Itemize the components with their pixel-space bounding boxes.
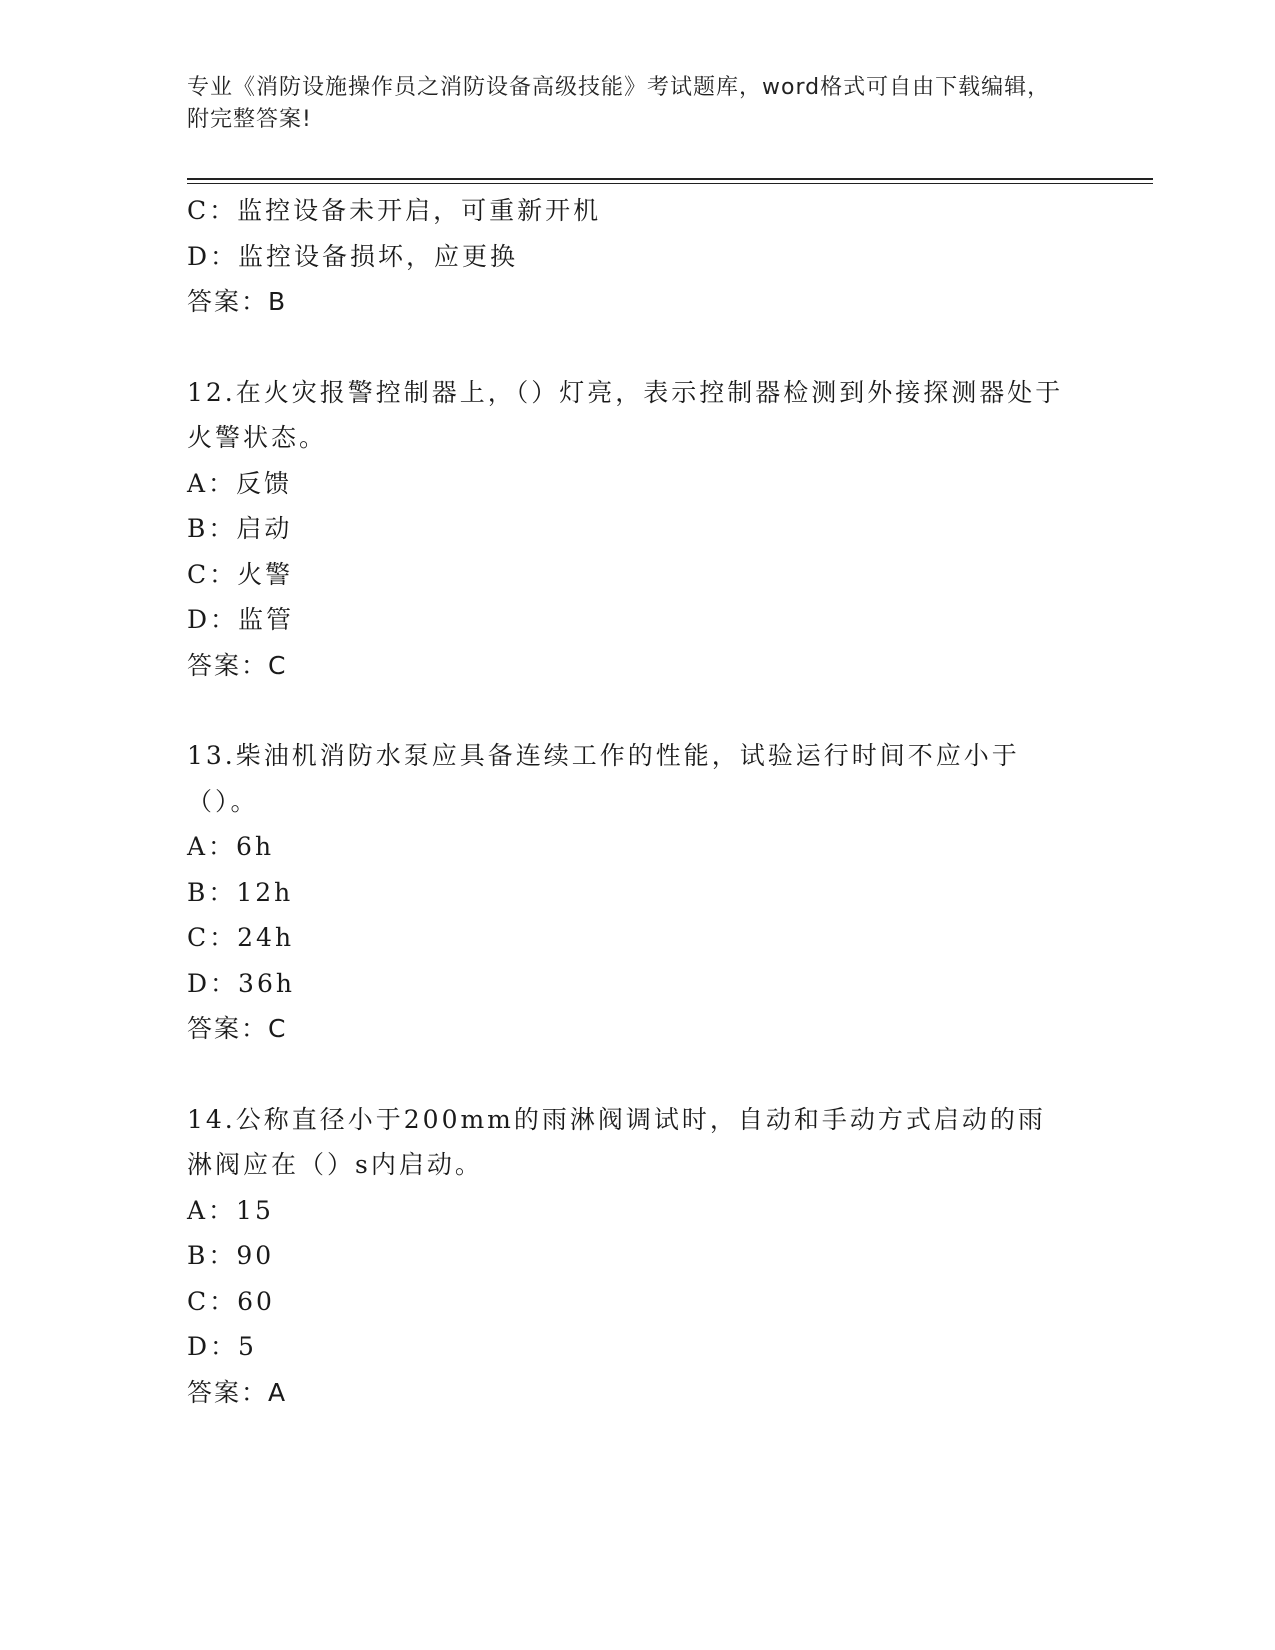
- option-b: B：12h: [187, 877, 294, 907]
- continued-question: [187, 188, 1087, 325]
- question-stem: 12.在火灾报警控制器上，（）灯亮，表示控制器检测到外接探测器处于火警状态。: [187, 377, 1064, 452]
- question-stem: 13.柴油机消防水泵应具备连续工作的性能，试验运行时间不应小于（）。: [187, 741, 1020, 816]
- answer-line: 答案：C: [187, 1014, 288, 1043]
- option-a: A：反馈: [187, 468, 293, 498]
- option-d: D：5: [187, 1332, 257, 1361]
- question-14: [187, 1097, 1087, 1416]
- spacer: [187, 688, 1087, 733]
- question-content: [187, 188, 1087, 1415]
- option-a: A：15: [187, 1195, 274, 1225]
- option-d: D：36h: [187, 968, 295, 998]
- question-stem: 14.公称直径小于200mm的雨淋阀调试时，自动和手动方式启动的雨淋阀应在（）s内启动。: [187, 1104, 1046, 1179]
- option-c: C：24h: [187, 923, 295, 952]
- option-d: D：监管: [187, 605, 295, 634]
- header-divider-thin: [187, 183, 1153, 184]
- answer-line: 答案：A: [187, 1377, 288, 1407]
- option-c: C：火警: [187, 559, 294, 589]
- spacer: [187, 325, 1087, 370]
- option-c: C：60: [187, 1286, 275, 1316]
- answer-line: 答案：C: [187, 650, 288, 680]
- document-header: 专业《消防设施操作员之消防设备高级技能》考试题库，word格式可自由下载编辑，附完整答案!: [187, 75, 1051, 132]
- header-divider-thick: [187, 178, 1153, 180]
- option-b: B：90: [187, 1241, 275, 1270]
- question-13: [187, 733, 1087, 1052]
- option-c: C：监控设备未开启，可重新开机: [187, 196, 602, 225]
- option-a: A：6h: [187, 832, 275, 861]
- spacer: [187, 1052, 1087, 1097]
- question-12: [187, 370, 1087, 689]
- option-b: B：启动: [187, 514, 293, 543]
- option-d: D：监控设备损坏，应更换: [187, 241, 519, 271]
- answer-line: 答案：B: [187, 287, 288, 316]
